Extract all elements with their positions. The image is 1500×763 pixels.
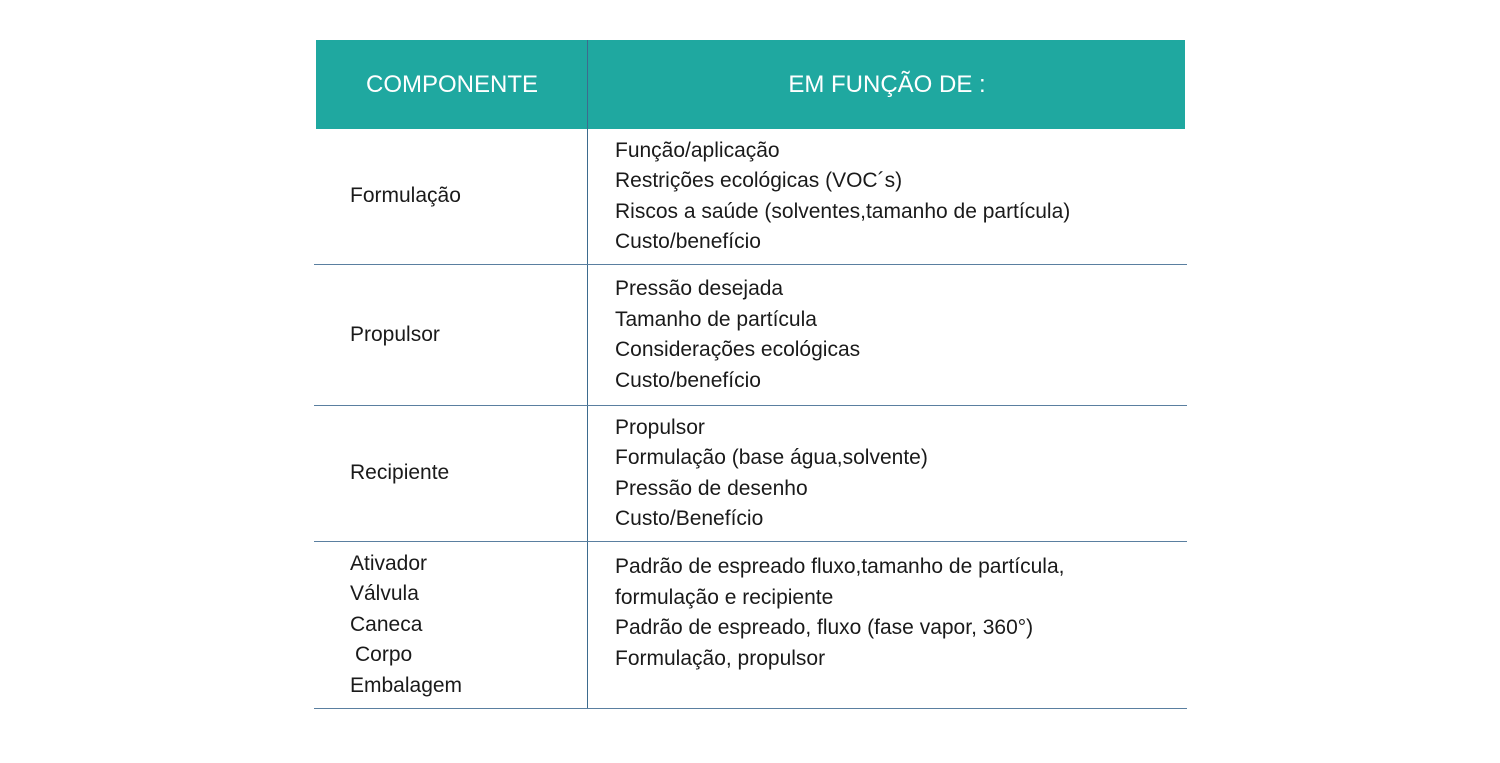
criteria-item: Riscos a saúde (solventes,tamanho de partícula) xyxy=(615,199,1071,223)
component-label: Embalagem xyxy=(350,673,463,697)
component-label: Caneca xyxy=(350,612,423,636)
criteria-item: Pressão de desenho xyxy=(615,476,808,500)
table-row xyxy=(314,129,1187,265)
table-row xyxy=(314,265,1187,406)
component-label: Corpo xyxy=(355,643,413,667)
criteria-item: Tamanho de partícula xyxy=(615,307,817,331)
table-header xyxy=(316,40,1185,129)
component-label: Formulação xyxy=(350,184,461,208)
criteria-item: formulação e recipiente xyxy=(615,585,834,609)
criteria-item: Formulação, propulsor xyxy=(615,646,826,670)
criteria-item: Custo/Benefício xyxy=(615,507,764,530)
criteria-item: Restrições ecológicas (VOC´s) xyxy=(615,169,903,192)
component-cell xyxy=(350,542,462,708)
component-cell xyxy=(350,406,449,541)
criteria-item: Formulação (base água,solvente) xyxy=(615,446,928,469)
component-cell xyxy=(350,129,461,264)
component-label: Propulsor xyxy=(350,322,440,346)
components-table xyxy=(314,40,1187,709)
criteria-cell xyxy=(615,129,1070,264)
criteria-item: Pressão desejada xyxy=(615,277,784,300)
header-componente: COMPONENTE xyxy=(365,70,538,98)
criteria-item: Padrão de espreado, fluxo (fase vapor, 360°) xyxy=(615,616,1034,639)
criteria-item: Função/aplicação xyxy=(615,138,780,162)
criteria-item: Padrão de espreado fluxo,tamanho de partícula, xyxy=(615,555,1065,578)
header-em-funcao-de: EM FUNÇÃO DE : xyxy=(788,70,986,98)
criteria-item: Considerações ecológicas xyxy=(615,338,861,361)
criteria-cell xyxy=(615,542,1064,708)
component-label: Ativador xyxy=(350,551,428,575)
criteria-item: Custo/benefício xyxy=(615,230,761,253)
table-row xyxy=(314,542,1187,709)
table-row xyxy=(314,406,1187,542)
criteria-item: Propulsor xyxy=(615,415,705,439)
criteria-cell xyxy=(615,265,860,405)
component-label: Válvula xyxy=(350,582,419,606)
criteria-cell xyxy=(615,406,928,541)
component-cell xyxy=(350,265,440,405)
criteria-item: Custo/benefício xyxy=(615,368,761,392)
component-label: Recipiente xyxy=(350,461,450,485)
